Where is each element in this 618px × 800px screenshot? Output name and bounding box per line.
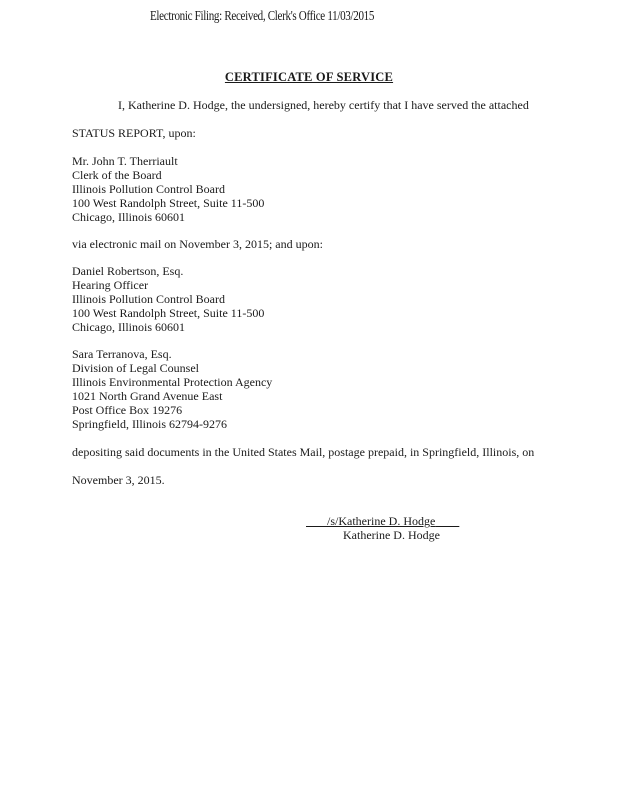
recipient-line: Chicago, Illinois 60601: [72, 210, 185, 224]
recipient-line: Illinois Pollution Control Board: [72, 292, 226, 306]
intro-continuation: STATUS REPORT, upon:: [72, 126, 196, 140]
certificate-title: CERTIFICATE OF SERVICE: [224, 70, 394, 84]
recipient-line: Illinois Environmental Protection Agency: [72, 375, 273, 389]
recipient-line: 100 West Randolph Street, Suite 11-500: [72, 306, 265, 320]
intro-line: I, Katherine D. Hodge, the undersigned, hereby certify that I have served the attached: [118, 98, 529, 112]
recipient-line: 1021 North Grand Avenue East: [72, 389, 223, 403]
signer-name: Katherine D. Hodge: [343, 528, 440, 542]
recipient-line: Clerk of the Board: [72, 168, 162, 182]
recipient-hearing-officer: [72, 264, 264, 334]
recipient-line: Springfield, Illinois 62794-9276: [72, 417, 227, 431]
filing-stamp-text: Electronic Filing: Received, Clerk's Office 11/03/2015: [150, 8, 375, 23]
recipient-line: Division of Legal Counsel: [72, 361, 199, 375]
recipient-epa: [72, 347, 272, 431]
recipient-clerk: [72, 154, 264, 224]
recipient-line: Post Office Box 19276: [72, 403, 183, 417]
signature-line: [306, 514, 459, 529]
recipient-line: 100 West Randolph Street, Suite 11-500: [72, 196, 265, 210]
recipient-line: Illinois Pollution Control Board: [72, 182, 226, 196]
recipient-line: Mr. John T. Therriault: [72, 154, 178, 168]
recipient-line: Daniel Robertson, Esq.: [72, 264, 184, 278]
recipient-line: Chicago, Illinois 60601: [72, 320, 185, 334]
date-line: November 3, 2015.: [72, 473, 165, 487]
recipient-line: Hearing Officer: [72, 278, 149, 292]
service-method-line: via electronic mail on November 3, 2015; and upon:: [72, 237, 323, 251]
signature-text: /s/Katherine D. Hodge: [327, 514, 436, 528]
depositing-line: depositing said documents in the United States Mail, postage prepaid, in Springfield, Illinois, on: [72, 445, 535, 459]
recipient-line: Sara Terranova, Esq.: [72, 347, 172, 361]
